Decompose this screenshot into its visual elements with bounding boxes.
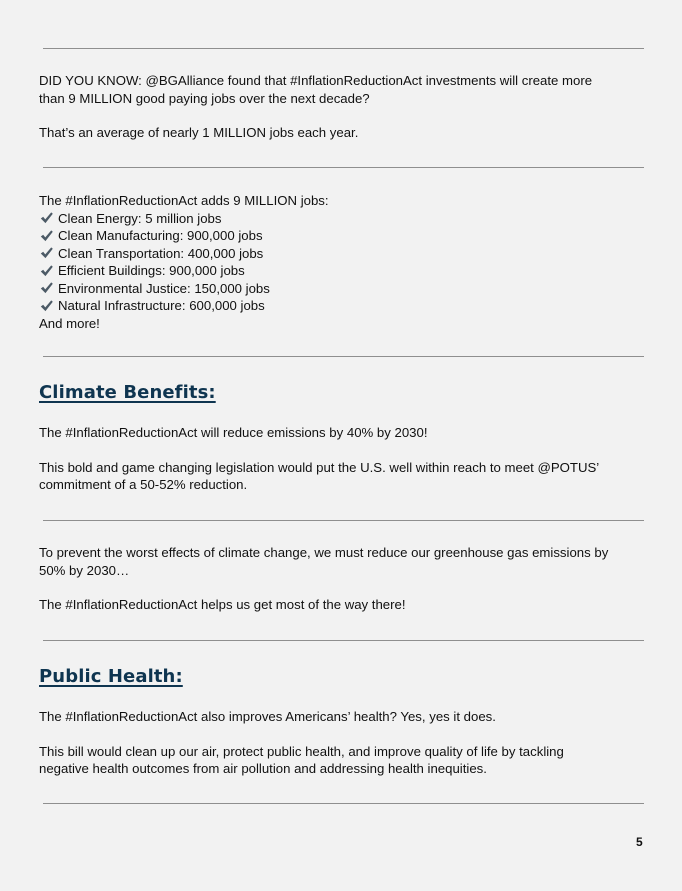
emissions-goal-section xyxy=(39,544,649,614)
check-mark-icon xyxy=(39,229,54,243)
divider-2 xyxy=(43,167,644,168)
jobs-fact-section xyxy=(39,72,649,142)
jobs-fact-line-2: than 9 MILLION good paying jobs over the next decade? xyxy=(39,90,370,106)
check-mark-icon xyxy=(39,281,54,295)
divider-6 xyxy=(43,803,644,804)
jobs-list-outro: And more! xyxy=(39,315,100,331)
check-mark-icon xyxy=(39,246,54,260)
climate-benefits-section xyxy=(39,424,649,494)
list-item-label: Environmental Justice: 150,000 jobs xyxy=(58,280,270,296)
jobs-list-section xyxy=(39,192,649,332)
health-paragraph-2-line-2: negative health outcomes from air pollution and addressing health inequities. xyxy=(39,761,487,776)
list-item xyxy=(39,245,649,263)
list-item xyxy=(39,262,649,280)
climate-paragraph-2-line-2: commitment of a 50-52% reduction. xyxy=(39,477,248,492)
list-item xyxy=(39,227,649,245)
divider-3 xyxy=(43,356,644,357)
emissions-line-1: To prevent the worst effects of climate change, we must reduce our greenhouse gas emissions by xyxy=(39,545,609,560)
health-paragraph-2-line-1: This bill would clean up our air, protect public health, and improve quality of life by tackling xyxy=(39,743,564,759)
list-item-label: Efficient Buildings: 900,000 jobs xyxy=(58,263,245,278)
public-health-section xyxy=(39,708,649,778)
list-item xyxy=(39,280,649,298)
divider-5 xyxy=(43,640,644,641)
emissions-line-3: The #InflationReductionAct helps us get most of the way there! xyxy=(39,597,406,612)
climate-paragraph-1: The #InflationReductionAct will reduce emissions by 40% by 2030! xyxy=(39,425,428,440)
health-paragraph-1: The #InflationReductionAct also improves Americans’ health? Yes, yes it does. xyxy=(39,709,496,724)
list-item xyxy=(39,297,649,315)
climate-benefits-heading: Climate Benefits: xyxy=(39,382,216,403)
list-item-label: Clean Manufacturing: 900,000 jobs xyxy=(58,228,263,243)
public-health-heading: Public Health: xyxy=(39,666,183,687)
list-item-label: Clean Transportation: 400,000 jobs xyxy=(58,245,264,261)
list-item-label: Clean Energy: 5 million jobs xyxy=(58,210,222,226)
list-item xyxy=(39,210,649,228)
jobs-average-line: That’s an average of nearly 1 MILLION jobs each year. xyxy=(39,125,359,140)
divider-4 xyxy=(43,520,644,521)
divider-1 xyxy=(43,48,644,49)
jobs-fact-line-1: DID YOU KNOW: @BGAlliance found that #InflationReductionAct investments will create more xyxy=(39,73,593,88)
page-number: 5 xyxy=(636,835,643,849)
climate-paragraph-2-line-1: This bold and game changing legislation would put the U.S. well within reach to meet @POTUS’ xyxy=(39,459,600,475)
check-mark-icon xyxy=(39,264,54,278)
jobs-list-intro: The #InflationReductionAct adds 9 MILLION jobs: xyxy=(39,193,329,208)
check-mark-icon xyxy=(39,299,54,313)
check-mark-icon xyxy=(39,211,54,225)
list-item-label: Natural Infrastructure: 600,000 jobs xyxy=(58,298,265,313)
emissions-line-2: 50% by 2030… xyxy=(39,562,130,578)
